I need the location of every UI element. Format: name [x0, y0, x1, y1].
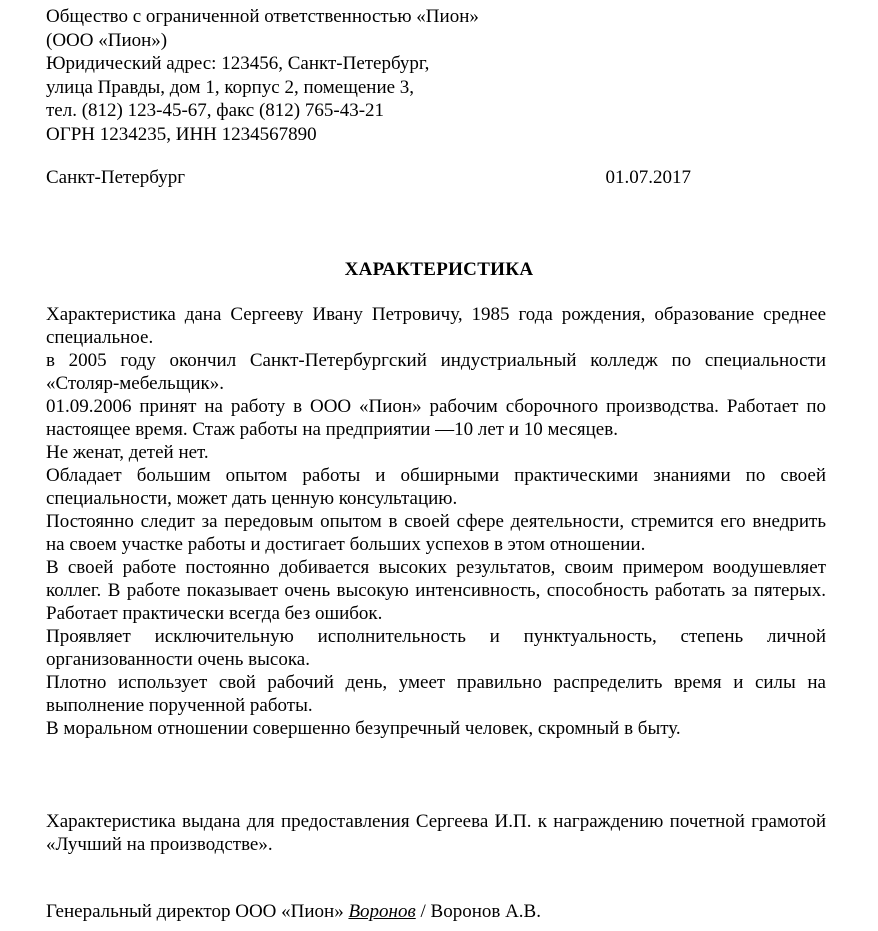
body-paragraph: В своей работе постоянно добивается высоких результатов, своим примером воодушевляет коллег. В работе показывает очень высокую интенсивность, способность работать за пятерых. Работает практически всегда без ошибок.: [46, 557, 826, 624]
document-title: ХАРАКТЕРИСТИКА: [344, 259, 534, 280]
body-paragraph: Характеристика дана Сергееву Ивану Петровичу, 1985 года рождения, образование среднее специальное.: [46, 304, 826, 348]
body-paragraph: 01.09.2006 принят на работу в ООО «Пион» рабочим сборочного производства. Работает по настоящее время. Стаж работы на предприятии —10 лет и 10 месяцев.: [46, 396, 826, 440]
body-paragraph: В моральном отношении совершенно безупречный человек, скромный в быту.: [46, 718, 681, 739]
body-paragraph: в 2005 году окончил Санкт-Петербургский индустриальный колледж по специальности «Столяр-мебельщик».: [46, 350, 826, 394]
document-body: [46, 303, 826, 740]
signature-separator: /: [420, 901, 426, 922]
document-city: Санкт-Петербург: [46, 167, 186, 188]
closing-statement: [46, 810, 826, 856]
signatory-position: Генеральный директор ООО «Пион»: [46, 901, 344, 922]
company-full-name: Общество с ограниченной ответственностью «Пион»: [46, 6, 479, 27]
signature-block: [46, 900, 541, 923]
closing-text: Характеристика выдана для предоставления Сергеева И.П. к награждению почетной грамотой «Лучший на производстве».: [46, 811, 826, 855]
company-short-name: (ООО «Пион»): [46, 29, 168, 51]
body-paragraph: Обладает большим опытом работы и обширными практическими знаниями по своей специальности, может дать ценную консультацию.: [46, 465, 826, 509]
company-header: [46, 5, 646, 146]
legal-address-line-1: Юридический адрес: 123456, Санкт-Петербург,: [46, 53, 430, 74]
body-paragraph: Проявляет исключительную исполнительность и пунктуальность, степень личной организованности очень высока.: [46, 626, 826, 670]
phone-fax: тел. (812) 123-45-67, факс (812) 765-43-21: [46, 100, 385, 121]
document-date: 01.07.2017: [605, 167, 691, 188]
handwritten-signature: Воронов: [348, 901, 416, 922]
body-paragraph: Не женат, детей нет.: [46, 442, 209, 463]
signatory-name: Воронов А.В.: [430, 901, 541, 922]
ogrn-inn: ОГРН 1234235, ИНН 1234567890: [46, 123, 317, 145]
legal-address-line-2: улица Правды, дом 1, корпус 2, помещение 3,: [46, 76, 415, 98]
body-paragraph: Плотно использует свой рабочий день, умеет правильно распределить время и силы на выполнение порученной работы.: [46, 672, 826, 716]
body-paragraph: Постоянно следит за передовым опытом в своей сфере деятельности, стремится его внедрить на своем участке работы и достигает больших успехов в этом отношении.: [46, 511, 826, 555]
